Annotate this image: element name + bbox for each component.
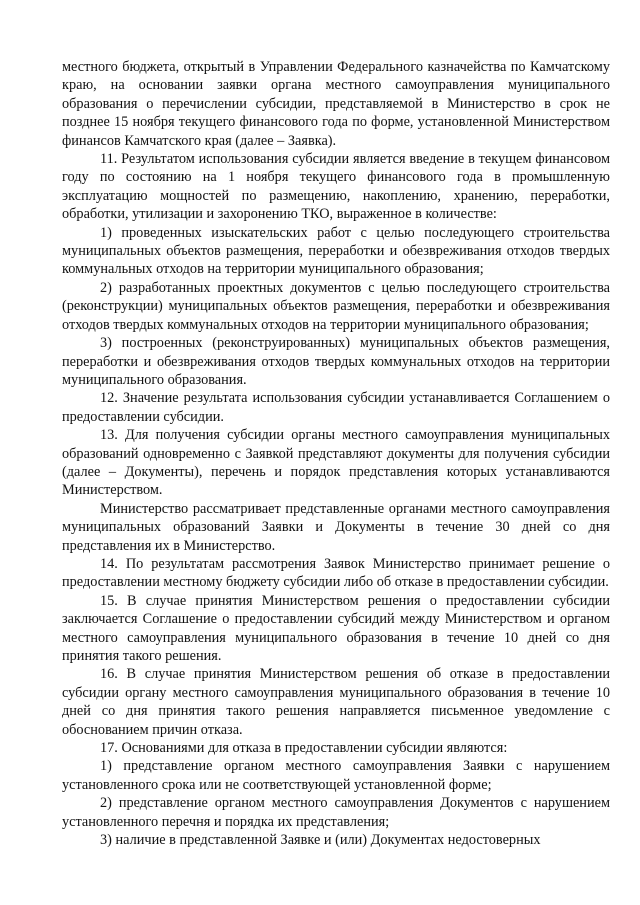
paragraph-17-subitem-2: 2) представление органом местного самоуправления Документов с нарушением установленного перечня и порядка их представления; [62, 795, 610, 830]
paragraph-11-subitem-2: 2) разработанных проектных документов с целью последующего строительства (реконструкции) муниципальных объектов размещения, переработки и обезвреживания отходов твердых коммунальных отходов на территории муниципального образования; [62, 279, 610, 333]
paragraph-item-13-review: Министерство рассматривает представленные органами местного самоуправления муниципальных образований Заявки и Документы в течение 30 дней со дня представления их в Министерство. [62, 500, 610, 554]
paragraph-11-subitem-3: 3) построенных (реконструированных) муниципальных объектов размещения, переработки и обезвреживания отходов твердых коммунальных отходов на территории муниципального образования. [62, 335, 610, 388]
paragraph-item-12: 12. Значение результата использования субсидии устанавливается Соглашением о предоставлении субсидии. [62, 390, 610, 425]
paragraph-item-16: 16. В случае принятия Министерством решения об отказе в предоставлении субсидии органу местного самоуправления муниципального образования в течение 10 дней со дня принятия такого решения направляется письменное уведомление с обоснованием причин отказа. [62, 666, 610, 738]
paragraph-item-13: 13. Для получения субсидии органы местного самоуправления муниципальных образований одновременно с Заявкой представляют документы для получения субсидии (далее – Документы), перечень и порядок представления которых устанавливаются Министерством. [62, 427, 610, 499]
paragraph-continuation: местного бюджета, открытый в Управлении Федерального казначейства по Камчатскому краю, на основании заявки органа местного самоуправления муниципального образования о перечислении субсидии, представляемой в Министерство в срок не позднее 15 ноября текущего финансового года по форме, установленной Министерством финансов Камчатского края (далее – Заявка). [62, 59, 610, 149]
paragraph-item-17: 17. Основаниями для отказа в предоставлении субсидии являются: [100, 740, 508, 757]
paragraph-item-11: 11. Результатом использования субсидии является введение в текущем финансовом году по состоянию на 1 ноября текущего финансового года в промышленную эксплуатацию мощностей по размещению, накоплению, хранению, переработки, обработки, утилизации и захоронению ТКО, выраженное в количестве: [62, 151, 610, 223]
paragraph-item-15: 15. В случае принятия Министерством решения о предоставлении субсидии заключается Соглашение о предоставлении субсидий между Министерством и органом местного самоуправления муниципального образования в течение 10 дней со дня принятия такого решения. [62, 592, 610, 664]
paragraph-17-subitem-3: 3) наличие в представленной Заявке и (или) Документах недостоверных [100, 832, 541, 849]
paragraph-11-subitem-1: 1) проведенных изыскательских работ с целью последующего строительства муниципальных объектов размещения, переработки и обезвреживания отходов твердых коммунальных отходов на территории муниципального образования; [62, 224, 610, 278]
paragraph-17-subitem-1: 1) представление органом местного самоуправления Заявки с нарушением установленного срока или не соответствующей установленной форме; [62, 758, 610, 793]
paragraph-item-14: 14. По результатам рассмотрения Заявок Министерство принимает решение о предоставлении местному бюджету субсидии либо об отказе в предоставлении субсидии. [62, 555, 610, 591]
